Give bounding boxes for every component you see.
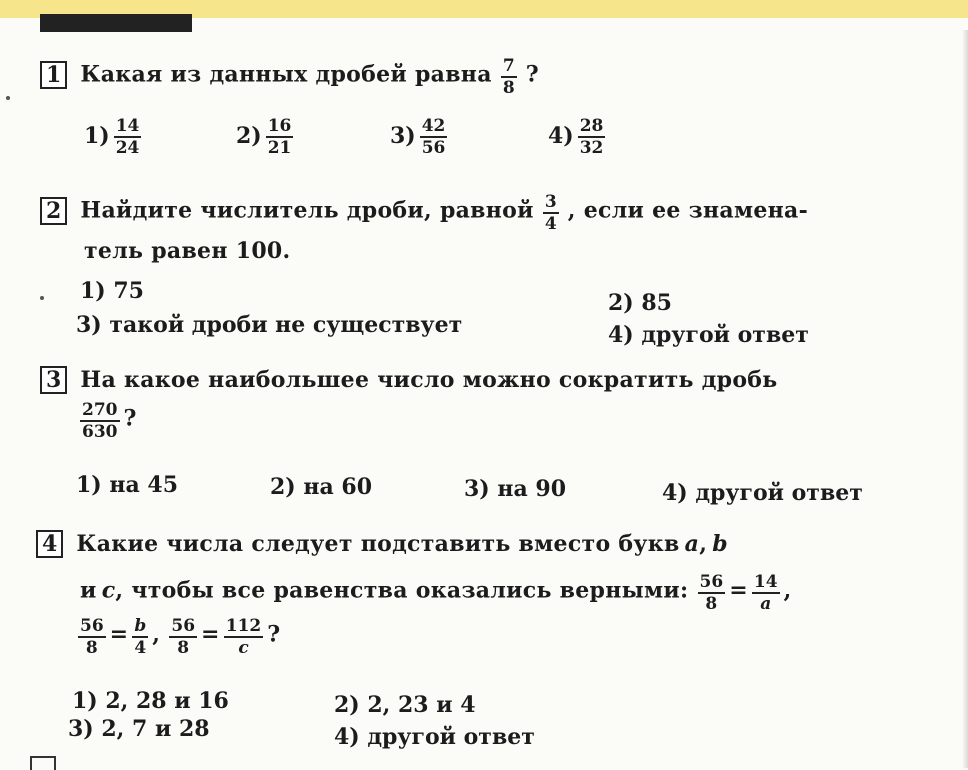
q2-option-2: 2) 85: [608, 290, 672, 316]
q1-option-1: 1) $\frac{14}{24}$: [84, 116, 140, 158]
page-edge-shadow: [962, 30, 968, 768]
question-2: 2 Найдите числитель дроби, равной $\frac{3}{4}$ , если ее знамена-: [40, 192, 808, 234]
question-4-line3: $\frac{56}{8}$ = $\frac{b}{4}$ , $\frac{56}{8}$ = $\frac{112}{c}$ ?: [80, 616, 281, 658]
q3-option-1: 1) на 45: [76, 472, 179, 498]
header-scan-mark: [40, 14, 192, 32]
q1-option-3: 3) $\frac{42}{56}$: [390, 116, 446, 158]
q2-option-3: 3) такой дроби не существует: [76, 312, 463, 338]
question-number: 4: [36, 530, 63, 558]
scan-dot: [6, 96, 10, 100]
q3-option-3: 3) на 90: [464, 476, 567, 502]
q3-option-2: 2) на 60: [270, 474, 373, 500]
q4-option-1: 1) 2, 28 и 16: [72, 688, 229, 714]
fraction: $\frac{56}{8}$: [699, 572, 724, 614]
fraction: $\frac{3}{4}$: [544, 192, 557, 234]
fraction: $\frac{112}{c}$: [225, 616, 262, 658]
q1-option-4: 4) $\frac{28}{32}$: [548, 116, 604, 158]
question-4: 4 Какие числа следует подставить вместо букв a, b: [36, 530, 728, 558]
question-text-line2: тель равен 100.: [84, 238, 291, 264]
q2-option-4: 4) другой ответ: [608, 322, 809, 348]
q4-option-4: 4) другой ответ: [334, 724, 535, 750]
question-3-fraction: $\frac{270}{630}$ ?: [82, 400, 137, 442]
question-number: 1: [40, 61, 67, 89]
question-number: 2: [40, 197, 67, 225]
q2-option-1: 1) 75: [80, 278, 144, 304]
fraction: $\frac{7}{8}$: [502, 56, 515, 98]
question-number: 3: [40, 366, 67, 394]
question-text: Какая из данных дробей равна: [80, 61, 492, 88]
fraction: $\frac{270}{630}$: [82, 400, 118, 442]
fraction: $\frac{b}{4}$: [134, 616, 147, 658]
scan-dot: [40, 296, 44, 300]
question-1: 1 Какая из данных дробей равна $\frac{7}{8}$ ?: [40, 56, 539, 98]
fraction: $\frac{56}{8}$: [80, 616, 104, 658]
q1-option-2: 2) $\frac{16}{21}$: [236, 116, 292, 158]
fraction: $\frac{14}{a}$: [753, 572, 778, 614]
q4-option-2: 2) 2, 23 и 4: [334, 692, 476, 718]
q3-option-4: 4) другой ответ: [662, 480, 863, 506]
question-4-line2: и c, чтобы все равенства оказались верными: $\frac{56}{8}$ = $\frac{14}{a}$ ,: [80, 572, 792, 614]
q4-option-3: 3) 2, 7 и 28: [68, 716, 210, 742]
question-3: 3 На какое наибольшее число можно сократить дробь: [40, 366, 778, 394]
fraction: $\frac{56}{8}$: [171, 616, 196, 658]
